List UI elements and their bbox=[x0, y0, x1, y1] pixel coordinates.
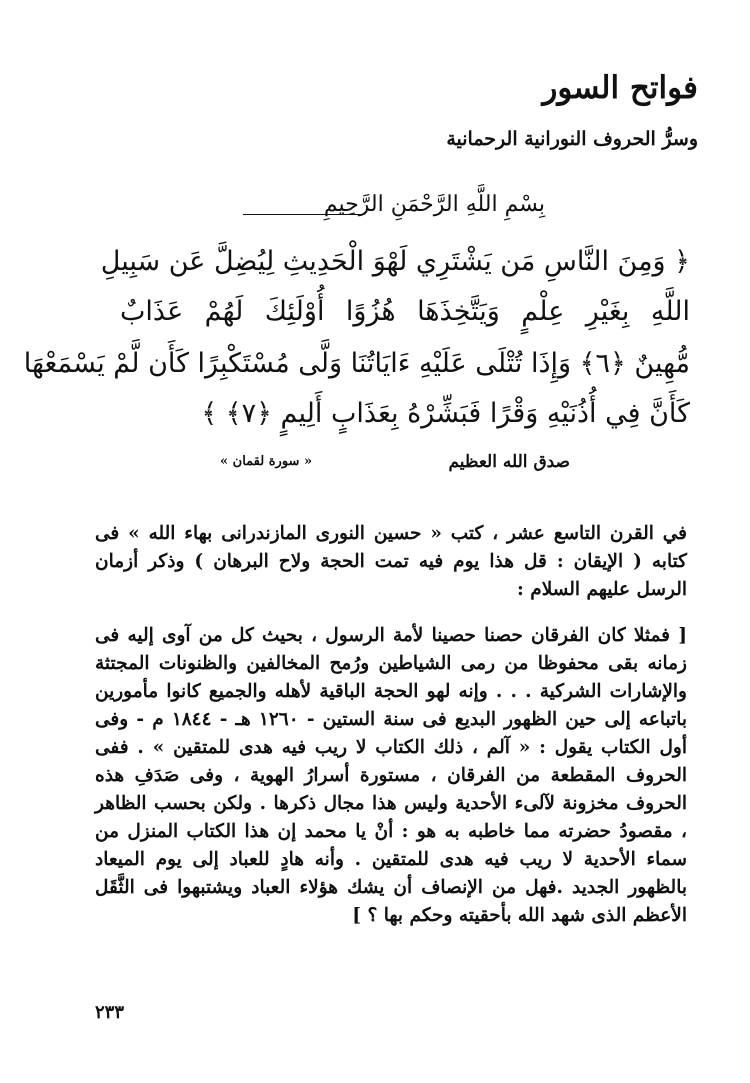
basmala-extension-line bbox=[243, 214, 363, 215]
paragraph-intro: في القرن التاسع عشر ، كتب « حسين النورى المازندرانى بهاء الله » فى كتابه ( الإيقان : قل هذا يوم فيه تمت الحجة ولاح البرهان ) وذكر أزمان الرسل عليهم السلام : bbox=[95, 523, 687, 600]
verse-reference bbox=[220, 452, 570, 476]
verse-attribution: صدق الله العظيم bbox=[448, 452, 570, 472]
quran-verse-line-1: ﴿ وَمِنَ النَّاسِ مَن يَشْتَرِي لَهْوَ الْحَدِيثِ لِيُضِلَّ عَن سَبِيلِ bbox=[100, 246, 690, 277]
surah-reference: « سورة لقمان » bbox=[220, 454, 313, 469]
quran-verse-line-2: اللَّهِ بِغَيْرِ عِلْمٍ وَيَتَّخِذَهَا هُزُوًا أُوْلَئِكَ لَهُمْ عَذَابٌ bbox=[120, 296, 690, 327]
page-subtitle: وسرُّ الحروف النورانية الرحمانية bbox=[446, 128, 698, 150]
page-number: ٢٣٣ bbox=[95, 1002, 125, 1023]
page-title: فواتح السور bbox=[542, 70, 698, 106]
basmala-ornament bbox=[215, 188, 545, 236]
paragraph-quotation: [ فمثلا كان الفرقان حصنا حصينا لأمة الرسول ، بحيث كل من آوى إليه فى زمانه بقى محفوظا من رمى الشياطين ورُمح المخالفين والظنونات المجتثة والإشارات الشركية . . . وإنه لهو الحجة الباقية لأهله والجميع كانوا مأمورين باتباعه إلى حين الظهور البديع فى سنة الستين - ١٢٦٠ هـ - ١٨٤٤ م - وفى أول الكتاب يقول : « آلم ، ذلك الكتاب لا ريب فيه هدى للمتقين » . ففى الحروف المقطعة من الفرقان ، مستورة أسرارُ الهوية ، وفى صَدَفِ هذه الحروف مخزونة لآلىء الأحدية وليس هذا مجال ذكرها . ولكن بحسب الظاهر ، مقصودُ حضرته مما خاطبه به هو : أنْ يا محمد إن هذا الكتاب المنزل من سماء الأحدية لا ريب فيه هدى للمتقين . وأنه هادٍ للعباد إلى يوم الميعاد بالظهور الجديد .فهل من الإنصاف أن يشك هؤلاء العباد ويشتبهوا فى الثَّقَل الأعظم الذى شهد الله بأحقيته وحكم بها ؟ ] bbox=[95, 625, 687, 926]
basmala-text: بِسْمِ اللَّهِ الرَّحْمَنِ الرَّحِيمِ bbox=[323, 192, 545, 217]
quran-verse-line-3: مُّهِينٌ ﴿٦﴾ وَإِذَا تُتْلَى عَلَيْهِ ءَايَاتُنَا وَلَّى مُسْتَكْبِرًا كَأَن لَّمْ يَسْمَعْهَا bbox=[23, 348, 690, 379]
quran-verse-line-4: كَأَنَّ فِي أُذُنَيْهِ وَقْرًا فَبَشِّرْهُ بِعَذَابٍ أَلِيمٍ ﴿٧﴾ ﴾ bbox=[201, 398, 690, 429]
